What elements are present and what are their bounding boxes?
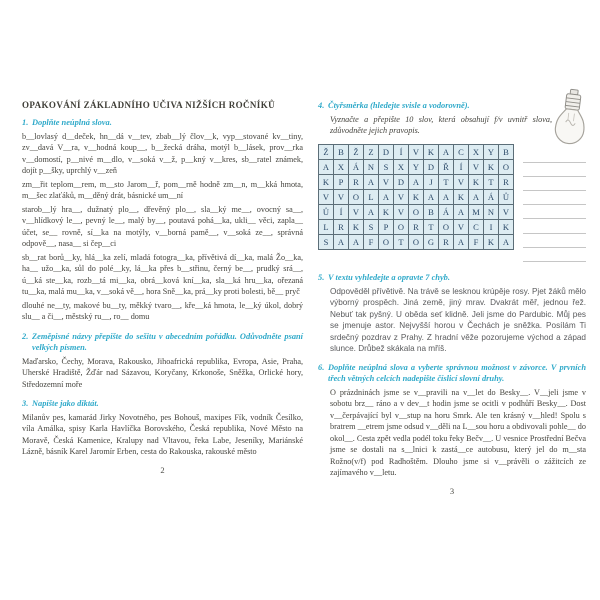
grid-cell: V [454,175,469,190]
grid-cell: I [484,220,499,235]
exercise-4-subtext: Vyznačte a přepište 10 slov, která obsahují f/v uvnitř slova, zdůvodněte jejich pravopis. [330,114,552,135]
grid-cell: O [499,160,514,175]
grid-cell: K [424,145,439,160]
grid-cell: Z [364,145,379,160]
exercise-6-heading [318,362,586,385]
grid-cell: A [334,235,349,250]
grid-row [319,190,514,205]
exercise-number: 2. [22,331,29,341]
grid-cell: R [409,220,424,235]
grid-cell: V [349,205,364,220]
grid-cell: B [424,205,439,220]
grid-cell: R [499,175,514,190]
grid-cell: G [424,235,439,250]
exercise-6 [318,362,586,479]
grid-cell: Ř [439,160,454,175]
answer-line [523,177,586,191]
puzzle-area [318,144,586,263]
grid-cell: A [439,145,454,160]
grid-cell: V [334,190,349,205]
exercise-number: 1. [22,118,29,127]
exercise-number: 3. [22,399,29,408]
grid-row [319,205,514,220]
grid-cell: A [469,190,484,205]
exercise-3-heading [22,398,303,410]
exercise-number: 4. [318,101,325,110]
grid-cell: N [484,205,499,220]
grid-cell: L [364,190,379,205]
grid-cell: V [319,190,334,205]
wordsearch-grid [318,144,514,250]
grid-row [319,235,514,250]
paragraph: O prázdninách jsme se v__pravili na v__let do Besky__. V__jeli jsme v sobotu brz__ ráno a v dev__t hodin jsme se ocitli v podhůří Besky__. Dost v__čerpávající byl v__stup na horu Smrk. Ale ten krásný v__hled! Spolu s bratrem __etrem jsme odsud v__děli na L__sou horu a obdivovali pohle__ do okol__. Cesta zpět vedla podél toku řeky Bečv__. U vesnice Prostřední Bečva jsme se dostali na s__lnici k zastá__ce autobusu, který jel do m__sta Rožno(v/f) pod Radhoštěm. Dlouho jsme si v__právěli o zážitcích ze zajímavého v__letu. [330,387,586,477]
grid-cell: Í [334,205,349,220]
grid-cell: D [379,145,394,160]
exercise-3 [22,398,303,458]
grid-cell: Á [439,205,454,220]
grid-cell: R [349,175,364,190]
grid-cell: T [484,175,499,190]
exercise-1 [22,117,303,323]
grid-cell: F [364,235,379,250]
paragraph: dlouhé ne__ty, makové bu__ty, měkký tvaro__, kře__ká hmota, le__ký úkol, dobrý slu__ a či__, městský ru__, ro__ domu [22,300,303,321]
grid-cell: K [409,190,424,205]
grid-row [319,175,514,190]
grid-cell: C [454,145,469,160]
grid-cell: Í [394,145,409,160]
paragraph: starob__lý hra__, dužnatý plo__, dřevěný plo__, sla__ký me__, ovocný sa__, v__hlídkový le__, pevný le__, malý by__, poutavá pohá__ka, ukli__ věci, zapla__ účet, se__ rovně, sí__ka na motýly, v__borná pamě__, v__soká ze__, správná odpově__, nasa__ si čep__ci [22,204,303,248]
grid-cell: K [454,190,469,205]
paragraph: zm__řit teplom__rem, m__sto Jarom__ř, pom__rně hodně zm__n, m__kká hmota, m__šec zlaťáků, m__děný drát, básnické um__ní [22,179,303,200]
grid-cell: Y [409,160,424,175]
grid-cell: D [394,175,409,190]
grid-row [319,220,514,235]
grid-cell: M [469,205,484,220]
paragraph: sb__rat borů__ky, hlá__ka zelí, mladá fotogra__ka, přívětivá dí__ka, malá Žo__ka, ha__ užo__ka, sůl do polé__ky, lá__ka přes b__střinu, černý be__, prudký srá__, ú__ká ste__ka, rozb__tá mi__ka, obrá__ková kní__ka, sla__ká hru__ka, ořezaná tu__ka, malá mu__ka, v__soká vě__, hora Sně__ka, prá__ky proti bolesti, bě__ pryč [22,252,303,296]
grid-cell: V [409,145,424,160]
answer-line [523,191,586,205]
grid-cell: R [334,220,349,235]
grid-cell: X [334,160,349,175]
grid-cell: S [364,220,379,235]
grid-cell: V [379,175,394,190]
grid-cell: K [484,235,499,250]
grid-cell: P [379,220,394,235]
exercise-5-heading [318,272,586,284]
grid-cell: O [379,235,394,250]
exercise-heading-text: V textu vyhledejte a opravte 7 chyb. [328,273,450,282]
grid-cell: O [439,220,454,235]
grid-cell: L [319,220,334,235]
grid-cell: Á [349,160,364,175]
grid-cell: T [439,175,454,190]
exercise-heading-text: Napište jako diktát. [32,399,99,408]
grid-cell: A [424,190,439,205]
paragraph: Odpověděl přívětivě. Na trávě se lesknou krúpěje rosy. Pjet žáků mělo výborný prospěch. Jiná země, jiný mrav. Dvakrát měř, jednou řež. Nebuť tak pyšný. U oběda seť klidně. Jeli jsme do Pardubic. Můj pes se jmenuje astor. Nejvyšší horou v Čechách je sněžka. Posílám Ti srdečný pozdrav z Prahy. Z hradní věže pozorujeme východ a západ slunce. Drůbež skákala na mříš. [330,286,586,353]
grid-cell: A [364,205,379,220]
grid-cell: O [394,220,409,235]
grid-cell: V [394,205,409,220]
answer-line [523,234,586,248]
paragraph: b__lovlasý d__deček, hn__dá v__tev, zbab__lý člov__k, vyp__stované kv__tiny, zv__davá V__ra, v__hodná koup__, b__žecká dráha, motýl b__lásek, prov__rka v__domostí, p__nivé m__dlo, v__soká v__ž, p__kný v__kres, sb__ratel známek, dojít p__šky, uprchlý v__zeň [22,131,303,175]
grid-cell: K [319,175,334,190]
grid-cell: A [439,190,454,205]
paragraph: Maďarsko, Čechy, Morava, Rakousko, Jihoafrická republika, Evropa, Asie, Praha, Uherské Hradiště, Žďár nad Sázavou, Koryčany, Krkonoše, Sněžka, Orlické hory, Středozemní moře [22,356,303,389]
lightbulb-icon [552,88,590,153]
grid-cell: Í [454,160,469,175]
grid-cell: A [319,160,334,175]
grid-cell: V [394,190,409,205]
page-number-right: 3 [449,485,455,496]
grid-cell: S [379,160,394,175]
grid-cell: N [364,160,379,175]
exercise-2-heading [22,331,303,354]
grid-row [319,145,514,160]
grid-cell: B [499,145,514,160]
page-right [318,100,586,496]
grid-cell: Ů [319,205,334,220]
exercise-number: 5. [318,273,325,282]
exercise-1-heading [22,117,303,129]
page-left [22,100,303,475]
answer-line [523,205,586,219]
grid-cell: K [469,175,484,190]
grid-cell: B [334,145,349,160]
grid-cell: A [349,235,364,250]
grid-cell: K [379,205,394,220]
grid-cell: R [439,235,454,250]
grid-cell: D [424,160,439,175]
grid-cell: Ž [349,145,364,160]
exercise-heading-text: Zeměpisné názvy přepište do sešitu v abecedním pořádku. Odůvodněte psaní velkých písmen. [32,331,303,352]
exercise-2 [22,331,303,391]
grid-cell: A [409,175,424,190]
exercise-4-heading [318,100,586,112]
grid-cell: T [394,235,409,250]
grid-cell: J [424,175,439,190]
grid-cell: O [409,205,424,220]
grid-cell: O [349,190,364,205]
answer-line [523,163,586,177]
grid-cell: V [499,205,514,220]
grid-cell: C [469,220,484,235]
grid-cell: K [484,160,499,175]
grid-cell: X [469,145,484,160]
grid-cell: V [454,220,469,235]
paragraph: Milanův pes, kamarád Jirky Novotného, pes Bohouš, maxipes Fík, vodník Česílko, víla Amálka, spisy Karla Havlíčka Borovského, Česká republika, Nové Město na Moravě, Česká Kamenice, Kralupy nad Vltavou, řeka Labe, Jeseníky, Mariánské Lázně, básník Karel Jaromír Erben, cesta do Rakouska, rakouské město [22,412,303,456]
exercise-4 [318,100,586,262]
page-number-left: 2 [160,464,165,475]
grid-cell: A [364,175,379,190]
grid-row [319,160,514,175]
grid-cell: Á [484,190,499,205]
grid-cell: V [469,160,484,175]
grid-cell: X [394,160,409,175]
page-title: OPAKOVÁNÍ ZÁKLADNÍHO UČIVA NIŽŠÍCH ROČNÍKŮ [22,100,275,110]
answer-lines [523,144,586,263]
exercise-number: 6. [318,362,325,372]
grid-cell: F [469,235,484,250]
grid-cell: K [499,220,514,235]
grid-cell: O [409,235,424,250]
exercise-5 [318,272,586,355]
grid-cell: S [319,235,334,250]
answer-line [523,248,586,262]
exercise-heading-text: Doplňte neúplná slova. [32,118,112,127]
grid-cell: P [334,175,349,190]
grid-cell: Ů [499,190,514,205]
answer-line [523,219,586,233]
grid-cell: A [454,235,469,250]
grid-cell: Y [484,145,499,160]
grid-cell: K [349,220,364,235]
exercise-heading-text: Čtyřsměrka (hledejte svisle a vodorovně). [328,101,470,110]
grid-cell: A [454,205,469,220]
grid-cell: Ž [319,145,334,160]
grid-cell: A [499,235,514,250]
exercise-heading-text: Doplňte neúplná slova a vyberte správnou možnost v závorce. V prvních třech větných celcích nadepište číslicí slovní druhy. [328,362,586,383]
grid-cell: T [424,220,439,235]
grid-cell: A [379,190,394,205]
